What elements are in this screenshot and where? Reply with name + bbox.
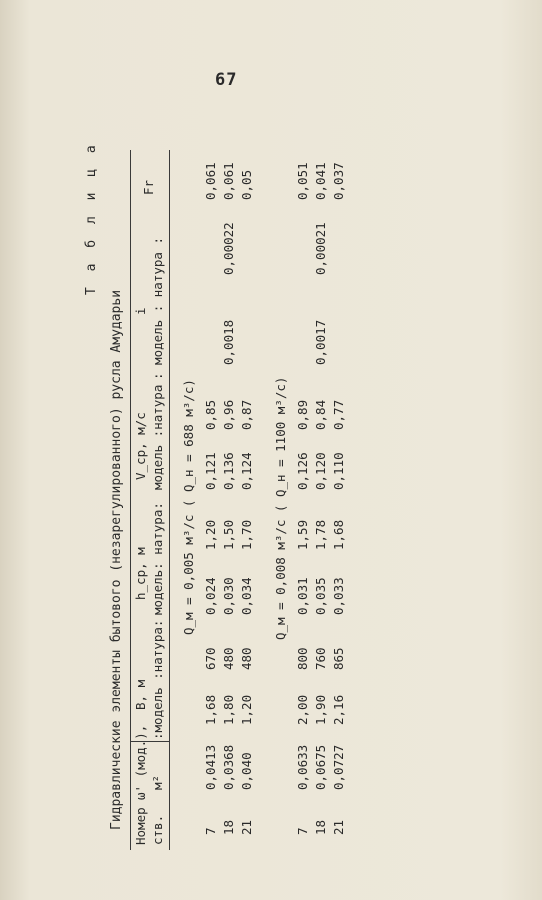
group-caption: Q_м = 0,008 м³/с ( Q_н = 1100 м³/с)	[273, 376, 288, 640]
header-station: ств.	[150, 814, 165, 845]
header-bottom-rule	[169, 150, 170, 850]
rotated-table: Т а б л и ц а Гидравлические элементы бытового (незарегулированного) русла Амударьи Номер ств. ω' (мод.), м² B, м :модель :натура: h_ср, м модель: натура: V_ср, м/с модель :натура i : модель : натура : Fr Q_м = 0,005 м³/с ( Q_н = 688 м³/с) 7 0,0413 1,68 670 0,024 1,20 0,121 0,85 0,0018 0,00022 0,061 18 0,0368 1,80 480 0,030 1,50 0,136 0,96 0,061 21 0,040 1,20 480 0,034 1,70 0,124 0,87 0,05 Q_м = 0,008 м³/с ( Q_н = 1100 м³/с) 7 0,0633 2,00 800 0,031 1,59 0,126 0,89 0,0017 0,00021 0,051 18 0,0675 1,90 760 0,035 1,78 0,120 0,84 0,041 21 0,0727 2,16 865 0,033 1,68 0,110 0,77 0,037	[65, 140, 495, 860]
header-slope-sub: : модель : натура :	[150, 237, 165, 380]
header-area-unit: м²	[150, 774, 165, 790]
header-number: Номер	[133, 807, 148, 845]
table-title: Гидравлические элементы бытового (незарегулированного) русла Амударьи	[109, 289, 124, 830]
header-slope: i	[133, 307, 148, 315]
group-caption: Q_м = 0,005 м³/с ( Q_н = 688 м³/с)	[181, 379, 196, 635]
header-velocity: V_ср, м/с	[133, 412, 148, 480]
table-word: Т а б л и ц а	[84, 141, 99, 295]
page-number: 67	[215, 70, 238, 90]
header-area: ω' (мод.),	[133, 724, 148, 800]
header-width-sub: :модель :натура:	[150, 619, 165, 740]
header-velocity-sub: модель :натура	[150, 384, 165, 490]
header-froude: Fr	[141, 179, 156, 195]
header-width: B, м	[133, 679, 148, 710]
header-depth: h_ср, м	[133, 547, 148, 600]
header-depth-sub: модель: натура:	[150, 502, 165, 615]
header-top-rule	[130, 150, 131, 850]
